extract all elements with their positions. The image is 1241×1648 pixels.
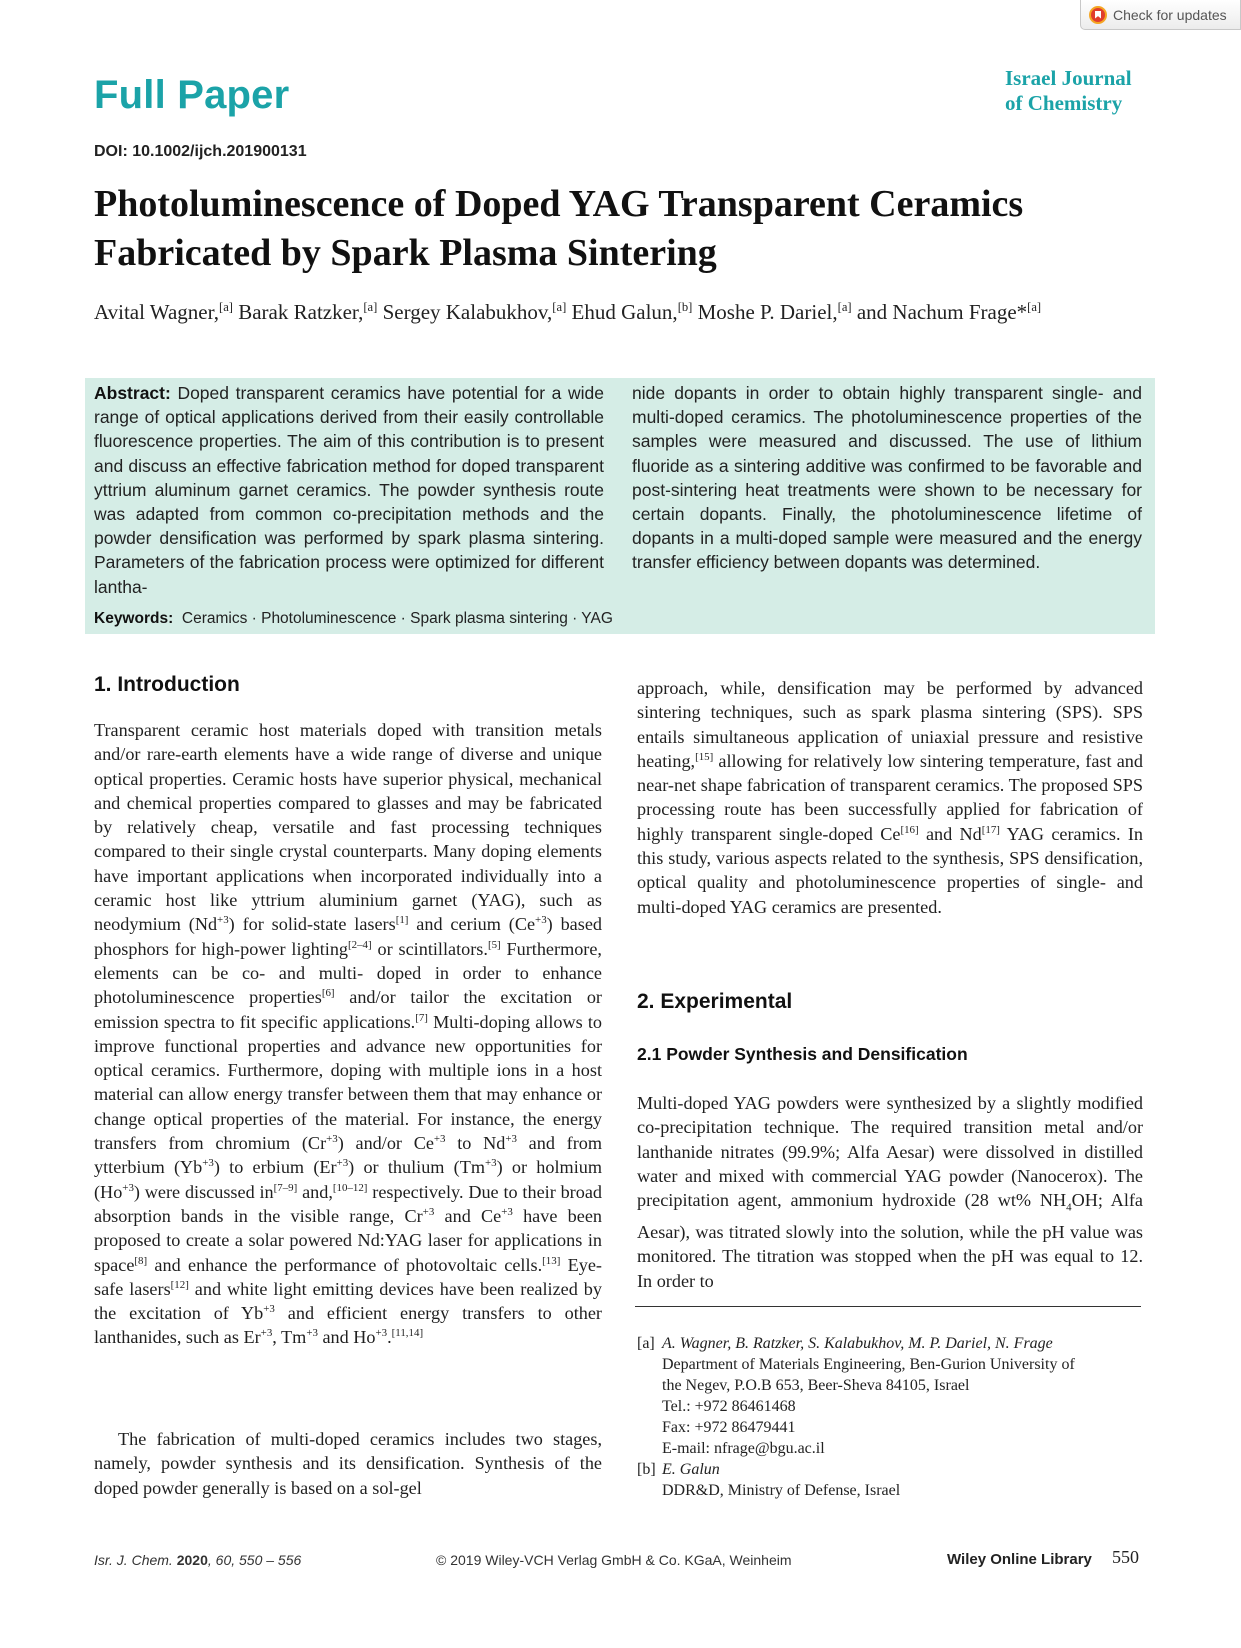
title-line1: Photoluminescence of Doped YAG Transparent Ceramics	[94, 183, 1024, 225]
title-line2: Fabricated by Spark Plasma Sintering	[94, 232, 717, 274]
citation[interactable]: [5]	[487, 938, 501, 951]
citation[interactable]: [10–12]	[332, 1181, 368, 1194]
intro-paragraph-3: approach, while, densification may be performed by advanced sintering techniques, such as spark plasma sintering (SPS). SPS entails simultaneous application of uniaxial pressure and resistive heating,[15] allowing for relatively low sintering temperature, fast and near-net shape fabrication of transparent ceramics. The proposed SPS processing route has been successfully applied for fabrication of highly transparent single-doped Ce[16] and Nd[17] YAG ceramics. In this study, various aspects related to the synthesis, SPS densification, optical quality and photoluminescence properties of single- and multi-doped YAG ceramics are presented.	[637, 678, 1143, 917]
citation[interactable]: [13]	[542, 1254, 561, 1267]
subsection-heading-powder-synthesis: 2.1 Powder Synthesis and Densification	[637, 1044, 968, 1064]
affiliation-a-names: A. Wagner, B. Ratzker, S. Kalabukhov, M. P. Dariel, N. Frage	[662, 1335, 1053, 1352]
author[interactable]: Sergey Kalabukhov,[a]	[382, 300, 567, 324]
abstract-text-left: Doped transparent ceramics have potential for a wide range of optical applications derived from their easily controllable fluorescence properties. The aim of this contribution is to present and discuss an effective fabrication method for doped transparent yttrium aluminum garnet ceramics. The powder synthesis route was adapted from common co-precipitation methods and the powder densification was performed by spark plasma sintering. Parameters of the fabrication process were optimized for different lantha-	[94, 383, 604, 597]
citation[interactable]: [8]	[134, 1254, 148, 1267]
keywords-label: Keywords:	[94, 610, 174, 627]
affiliation-b-tag: [b]	[637, 1461, 656, 1478]
intro-paragraph-1: Transparent ceramic host materials doped with transition metals and/or rare-earth elements have a wide range of diverse and unique optical properties. Ceramic hosts have superior physical, mechanical and chemical properties compared to glasses and may be fabricated by relatively cheap, versatile and fast processing techniques compared to their single crystal counterparts. Many doping elements have important applications when incorporated individually into a ceramic host like yttrium aluminium garnet (YAG), such as neodymium $(Nd^{+3})$ for solid-state lasers[1] and cerium $(Ce^{+3})$ based phosphors for high-power lighting[2–4] or scintillators.[5] Furthermore, elements can be co- and multi- doped in order to enhance photoluminescence properties[6] and/or tailor the excitation or emission spectra to fit specific applications.[7] Multi-doping allows to improve functional properties and advance new opportunities for optical ceramics. Furthermore, doping with multiple ions in a host material can allow energy transfer between them that may enhance or change optical properties of the material. For instance, the energy transfers from chromium $(Cr^{+3})$ and/or $Ce^{+3}$ to $Nd^{+3}$ and from ytterbium $(Yb^{+3})$ to erbium $(Er^{+3})$ or thulium $(Tm^{+3})$ or holmium $(Ho^{+3})$ were discussed in[7–9] and,[10–12] respectively. Due to their broad absorption bands in the visible range, $Cr^{+3}$ and $Ce^{+3}$ have been proposed to create a solar powered Nd:YAG laser for applications in space[8] and enhance the performance of photovoltaic cells.[13] Eye-safe lasers[12] and white light emitting devices have been realized by the excitation of $Yb^{+3}$ and efficient energy transfers to other lanthanides, such as $Er^{+3}$, $Tm^{+3}$ and $Ho^{+3}.[11,14]$	[94, 720, 602, 1348]
affiliation-a-tel: Tel.: +972 86461468	[662, 1398, 796, 1415]
keywords-text: Ceramics · Photoluminescence · Spark plasma sintering · YAG	[181, 610, 613, 627]
citation[interactable]: [7]	[415, 1011, 428, 1024]
keywords	[94, 610, 613, 628]
citation[interactable]: [6]	[321, 987, 335, 1000]
section-heading-experimental: 2. Experimental	[637, 990, 793, 1013]
page-number: 550	[1112, 1547, 1139, 1567]
footer-copyright: © 2019 Wiley-VCH Verlag GmbH & Co. KGaA, Weinheim	[436, 1552, 792, 1568]
citation[interactable]: [15]	[695, 750, 714, 763]
affiliation-b	[662, 1459, 900, 1501]
citation[interactable]: [16]	[900, 823, 919, 836]
citation[interactable]: [17]	[981, 823, 1000, 836]
abstract-label: Abstract:	[94, 383, 171, 403]
experimental-paragraph-1: Multi-doped YAG powders were synthesized by a slightly modified co-precipitation technique. The required transition metal and/or lanthanide nitrates (99.9%; Alfa Aesar) were dissolved in distilled water and mixed with commercial YAG powder (Nanocerox). The precipitation agent, ammonium hydroxide (28 wt% $NH_4OH$; Alfa Aesar), was titrated slowly into the solution, while the pH value was monitored. The titration was stopped when the pH was equal to 12. In order to	[637, 1093, 1143, 1291]
abstract-right-column: nide dopants in order to obtain highly transparent single- and multi-doped ceramics. The photoluminescence properties of the samples were measured and discussed. The use of lithium fluoride as a sintering additive was confirmed to be favorable and post-sintering heat treatments were shown to be necessary for certain dopants. Finally, the photoluminescence lifetime of dopants in a multi-doped sample were measured and the energy transfer efficiency between dopants was determined.	[632, 383, 1142, 573]
affiliation-a-dept-line1: Department of Materials Engineering, Ben-Gurion University of	[662, 1356, 1075, 1373]
section-label: Full Paper	[94, 73, 290, 117]
author[interactable]: Moshe P. Dariel,[a]	[697, 300, 852, 324]
journal-name	[1005, 66, 1132, 116]
citation[interactable]: [2–4]	[348, 938, 372, 951]
journal-name-line2: of Chemistry	[1005, 91, 1123, 115]
affiliation-a-tag: [a]	[637, 1335, 655, 1352]
bookmark-icon	[1089, 6, 1107, 24]
affiliation-a-dept-line2: the Negev, P.O.B 653, Beer-Sheva 84105, Israel	[662, 1377, 970, 1394]
doi[interactable]: DOI: 10.1002/ijch.201900131	[94, 143, 307, 160]
affiliation-a-fax: Fax: +972 86479441	[662, 1419, 796, 1436]
journal-name-line1: Israel Journal	[1005, 66, 1132, 90]
citation[interactable]: [1]	[395, 914, 409, 927]
author-list	[94, 300, 1194, 325]
paper-title	[94, 180, 1154, 278]
check-for-updates-label: Check for updates	[1113, 6, 1227, 23]
intro-paragraph-2: The fabrication of multi-doped ceramics includes two stages, namely, powder synthesis and its densification. Synthesis of the doped powder generally is based on a sol-gel	[94, 1429, 602, 1498]
author[interactable]: Barak Ratzker,[a]	[238, 300, 378, 324]
check-for-updates-button[interactable]	[1080, 0, 1241, 30]
author[interactable]: and Nachum Frage*[a]	[856, 300, 1042, 324]
author[interactable]: Avital Wagner,[a]	[94, 300, 233, 324]
citation[interactable]: [11,14]	[391, 1327, 424, 1340]
footnote-divider	[635, 1306, 1141, 1307]
citation[interactable]: [12]	[170, 1278, 189, 1291]
affiliation-b-institution: DDR&D, Ministry of Defense, Israel	[662, 1482, 901, 1499]
section-heading-introduction: 1. Introduction	[94, 673, 240, 696]
citation[interactable]: [7–9]	[273, 1181, 298, 1194]
abstract-left-column	[94, 381, 604, 599]
affiliation-a-email[interactable]: E-mail: nfrage@bgu.ac.il	[662, 1440, 825, 1457]
wiley-online-library-link[interactable]: Wiley Online Library	[947, 1551, 1092, 1568]
affiliation-a	[662, 1333, 1146, 1459]
author[interactable]: Ehud Galun,[b]	[571, 300, 693, 324]
footer-citation: Isr. J. Chem. 2020, 60, 550 – 556	[94, 1552, 302, 1568]
affiliation-b-name: E. Galun	[662, 1461, 720, 1478]
